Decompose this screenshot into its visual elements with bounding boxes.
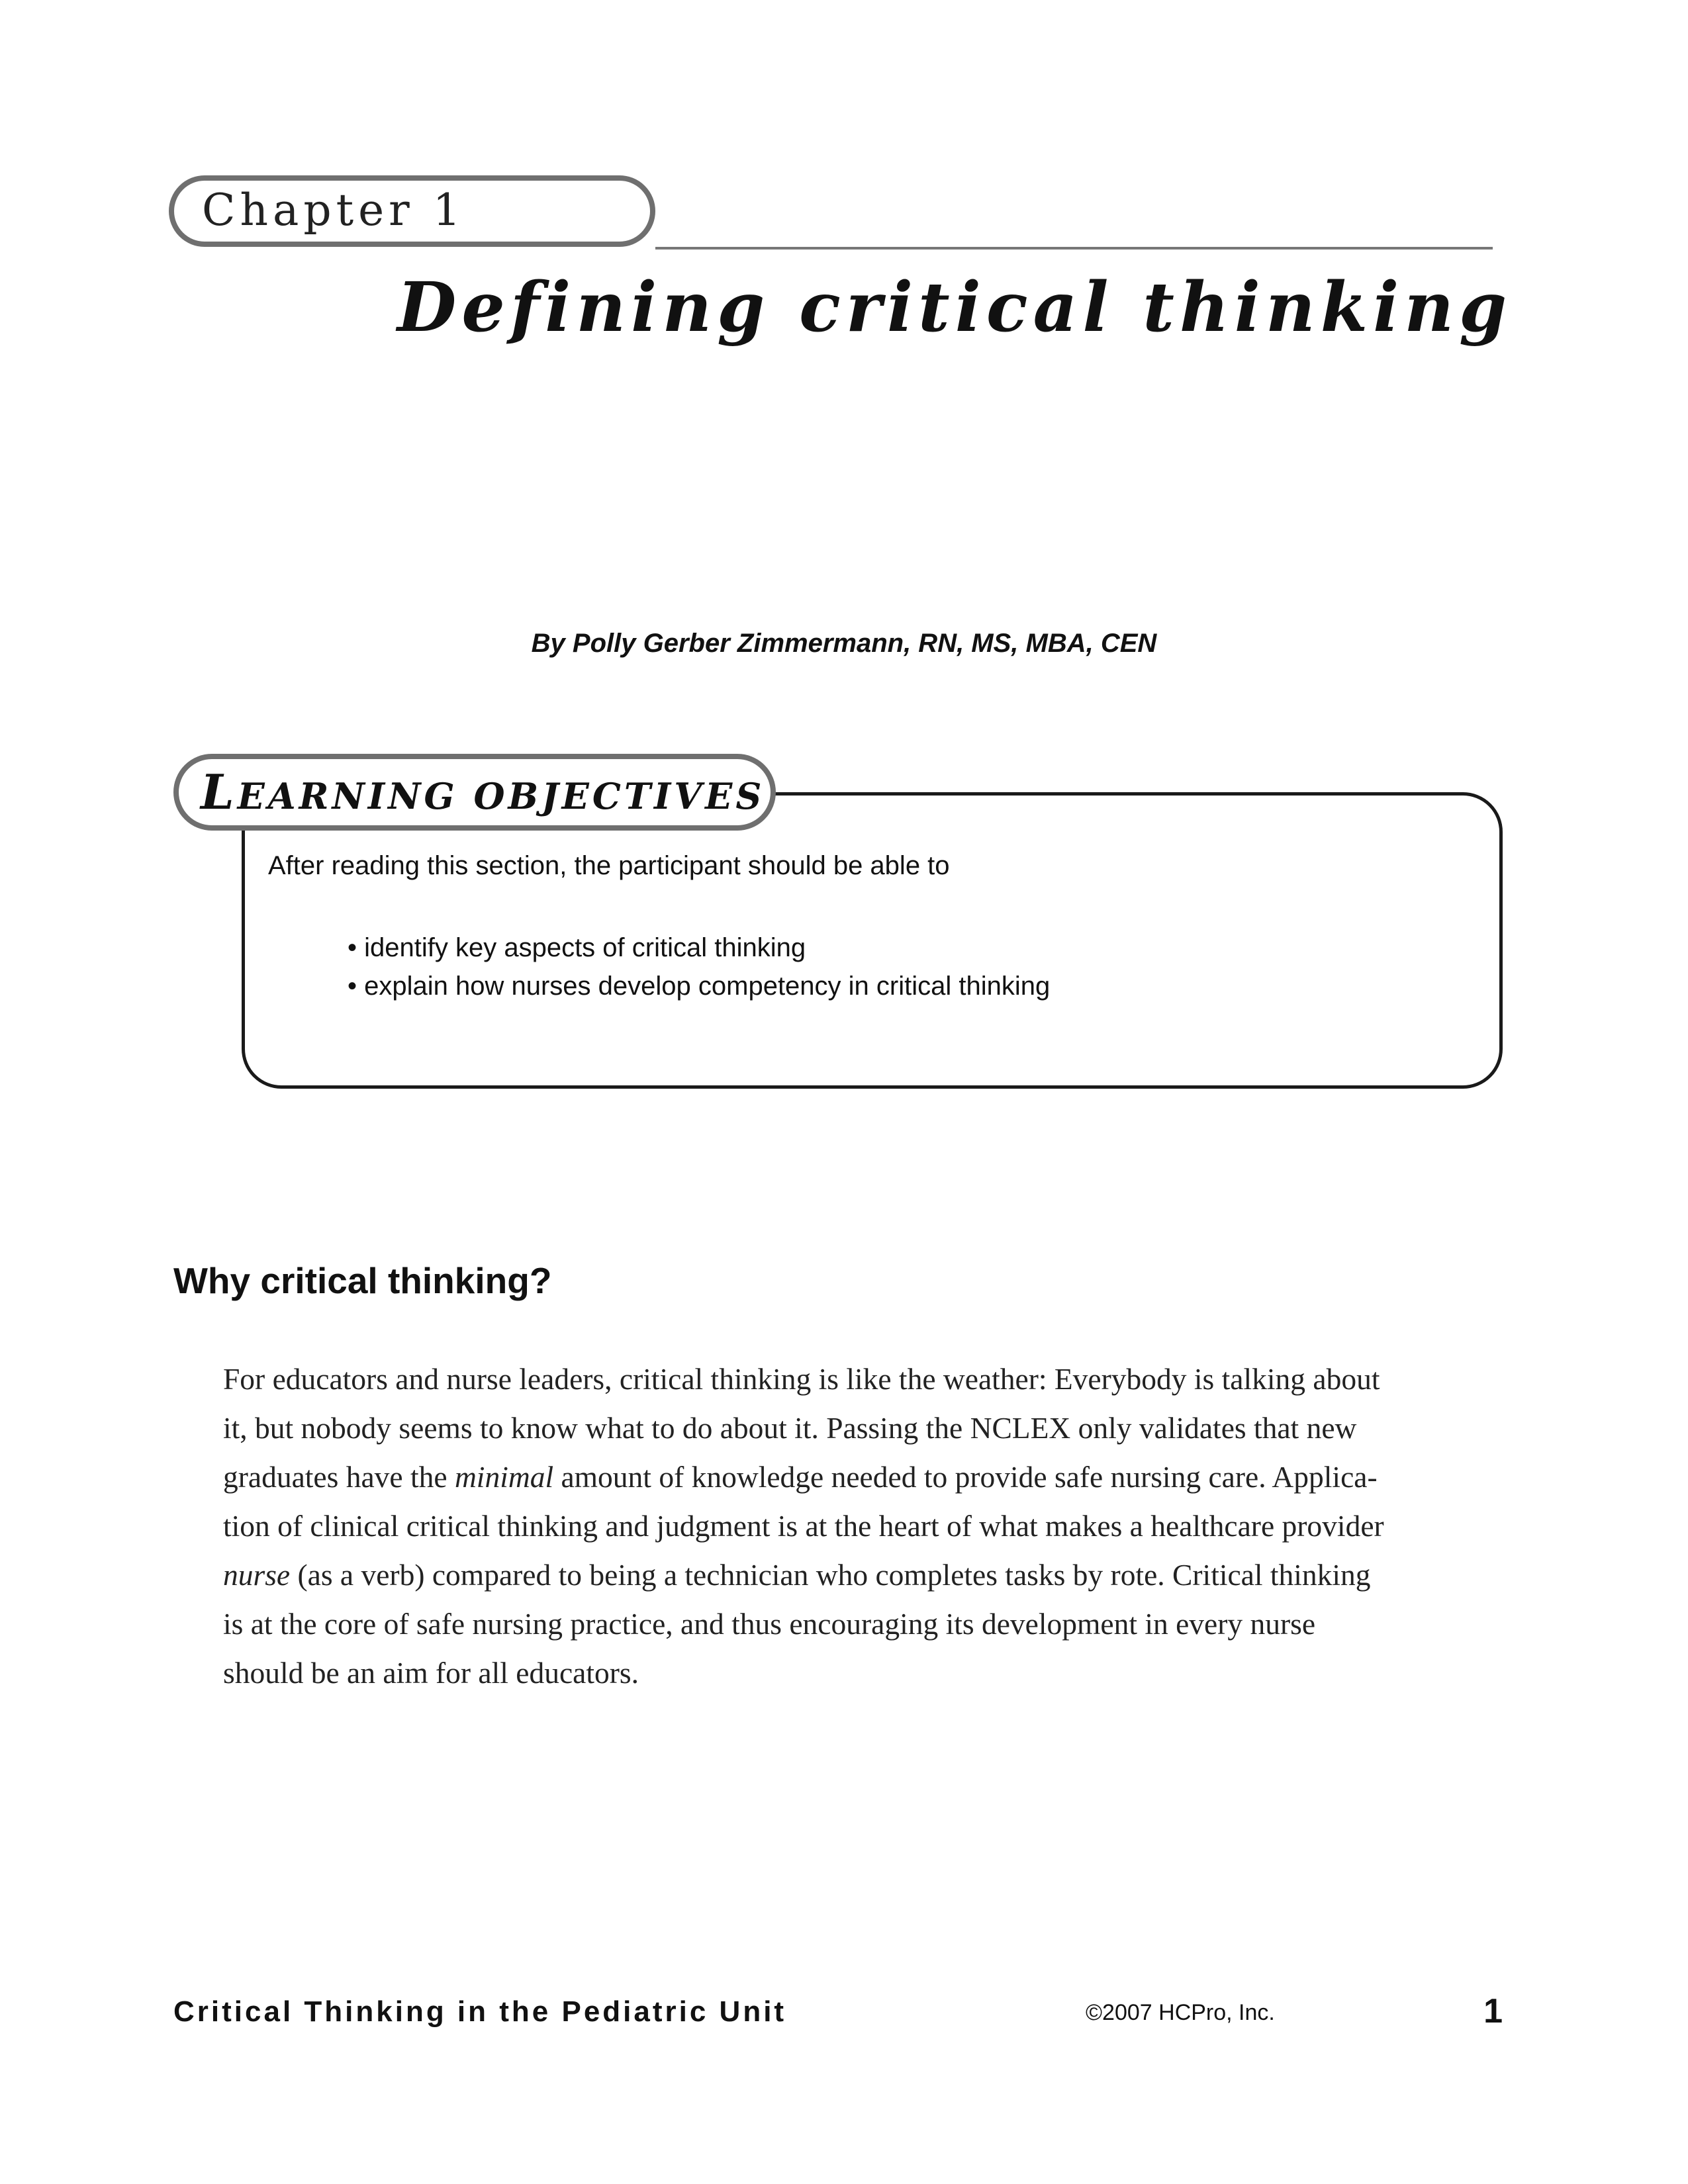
list-item: • identify key aspects of critical thinking <box>348 933 806 962</box>
chapter-title: Defining critical thinking <box>397 267 1513 347</box>
emphasis-nurse: nurse <box>223 1558 291 1592</box>
page-number: 1 <box>1483 1992 1503 2030</box>
body-paragraph <box>223 1355 1494 1698</box>
learning-objectives-heading-lead: L <box>201 764 238 820</box>
learning-objectives-intro: After reading this section, the participant should be able to <box>268 851 950 880</box>
section-heading: Why critical thinking? <box>173 1260 552 1301</box>
footer-book-title: Critical Thinking in the Pediatric Unit <box>173 1995 787 2028</box>
paragraph-line: tion of clinical critical thinking and judgment is at the heart of what makes a healthcare provider <box>223 1509 1384 1543</box>
paragraph-line: should be an aim for all educators. <box>223 1656 639 1690</box>
author-byline: By Polly Gerber Zimmermann, RN, MS, MBA, CEN <box>531 629 1157 658</box>
footer-copyright: ©2007 HCPro, Inc. <box>1086 2000 1275 2025</box>
chapter-divider <box>655 247 1493 250</box>
emphasis-minimal: minimal <box>454 1460 554 1494</box>
paragraph-line: it, but nobody seems to know what to do about it. Passing the NCLEX only validates that new <box>223 1411 1357 1445</box>
paragraph-line: For educators and nurse leaders, critical thinking is like the weather: Everybody is talking about <box>223 1362 1380 1396</box>
paragraph-text: graduates have the <box>223 1460 455 1494</box>
chapter-label: Chapter 1 <box>202 185 465 236</box>
paragraph-line <box>223 1551 1494 1600</box>
paragraph-line <box>223 1453 1494 1502</box>
learning-objectives-list <box>348 929 1050 1005</box>
learning-objectives-heading <box>201 762 765 826</box>
paragraph-text: amount of knowledge needed to provide safe nursing care. Applica- <box>553 1460 1378 1494</box>
paragraph-text: (as a verb) compared to being a technician who completes tasks by rote. Critical thinking <box>290 1558 1371 1592</box>
learning-objectives-heading-rest: EARNING OBJECTIVES <box>237 775 765 817</box>
paragraph-line: is at the core of safe nursing practice, and thus encouraging its development in every nurse <box>223 1607 1316 1641</box>
list-item: • explain how nurses develop competency in critical thinking <box>348 972 1051 1001</box>
